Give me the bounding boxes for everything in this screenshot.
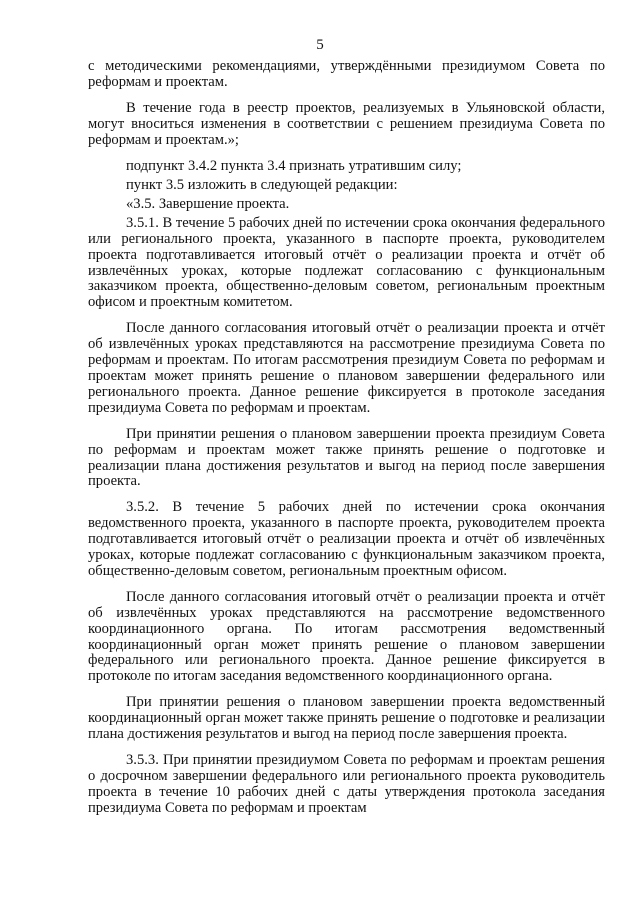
- paragraph: 3.5.3. При принятии президиумом Совета по реформам и проектам решения о досрочном завершении федерального или регионального проекта руководитель проекта в течение 10 рабочих дней с даты утверждения протокола заседания президиума Совета по реформам и проектам: [88, 752, 605, 816]
- paragraph: 3.5.2. В течение 5 рабочих дней по истечении срока окончания ведомственного проекта, указанного в паспорте проекта, руководителем проекта подготавливается итоговый отчёт о реализации проекта и отчёт об извлечённых уроках, которые подлежат согласованию с функциональным заказчиком проекта, общественно-деловым советом, региональным проектным офисом.: [88, 499, 605, 579]
- page-number: 5: [316, 37, 324, 53]
- paragraph: После данного согласования итоговый отчёт о реализации проекта и отчёт об извлечённых уроках представляются на рассмотрение президиума Совета по реформам и проектам. По итогам рассмотрения президиум Совета по реформам и проектам может принять решение о плановом завершении федерального или регионального проекта. Данное решение фиксируется в протоколе заседания президиума Совета по реформам и проектам.: [88, 320, 605, 416]
- paragraph: с методическими рекомендациями, утверждёнными президиумом Совета по реформам и проектам.: [88, 58, 605, 90]
- paragraph: «3.5. Завершение проекта.: [126, 195, 290, 212]
- paragraph: После данного согласования итоговый отчёт о реализации проекта и отчёт об извлечённых уроках представляются на рассмотрение ведомственного координационного органа. По итогам рассмотрения ведомственный координационный орган может принять решение о плановом завершении федерального или регионального проекта. Данное решение фиксируется в протоколе по итогам заседания ведомственного координационного органа.: [88, 588, 605, 685]
- paragraph: подпункт 3.4.2 пункта 3.4 признать утратившим силу;: [126, 157, 462, 174]
- paragraph: пункт 3.5 изложить в следующей редакции:: [126, 176, 398, 193]
- paragraph: При принятии решения о плановом завершении проекта ведомственный координационный орган может также принять решение о подготовке и реализации плана достижения результатов и выгод на период после завершения проекта.: [88, 694, 605, 743]
- paragraph: В течение года в реестр проектов, реализуемых в Ульяновской области, могут вноситься изменения в соответствии с решением президиума Совета по реформам и проектам.»;: [88, 99, 605, 148]
- paragraph: 3.5.1. В течение 5 рабочих дней по истечении срока окончания федерального или регионального проекта, указанного в паспорте проекта, руководителем проекта подготавливается итоговый отчёт о реализации проекта и отчёт об извлечённых уроках, которые подлежат согласованию с функциональным заказчиком проекта, общественно-деловым советом, региональным проектным офисом и проектным комитетом.: [88, 214, 605, 311]
- document-body: [88, 59, 605, 817]
- paragraph: При принятии решения о плановом завершении проекта президиум Совета по реформам и проектам может также принять решение о подготовке и реализации плана достижения результатов и выгод на период после завершения проекта.: [88, 425, 605, 490]
